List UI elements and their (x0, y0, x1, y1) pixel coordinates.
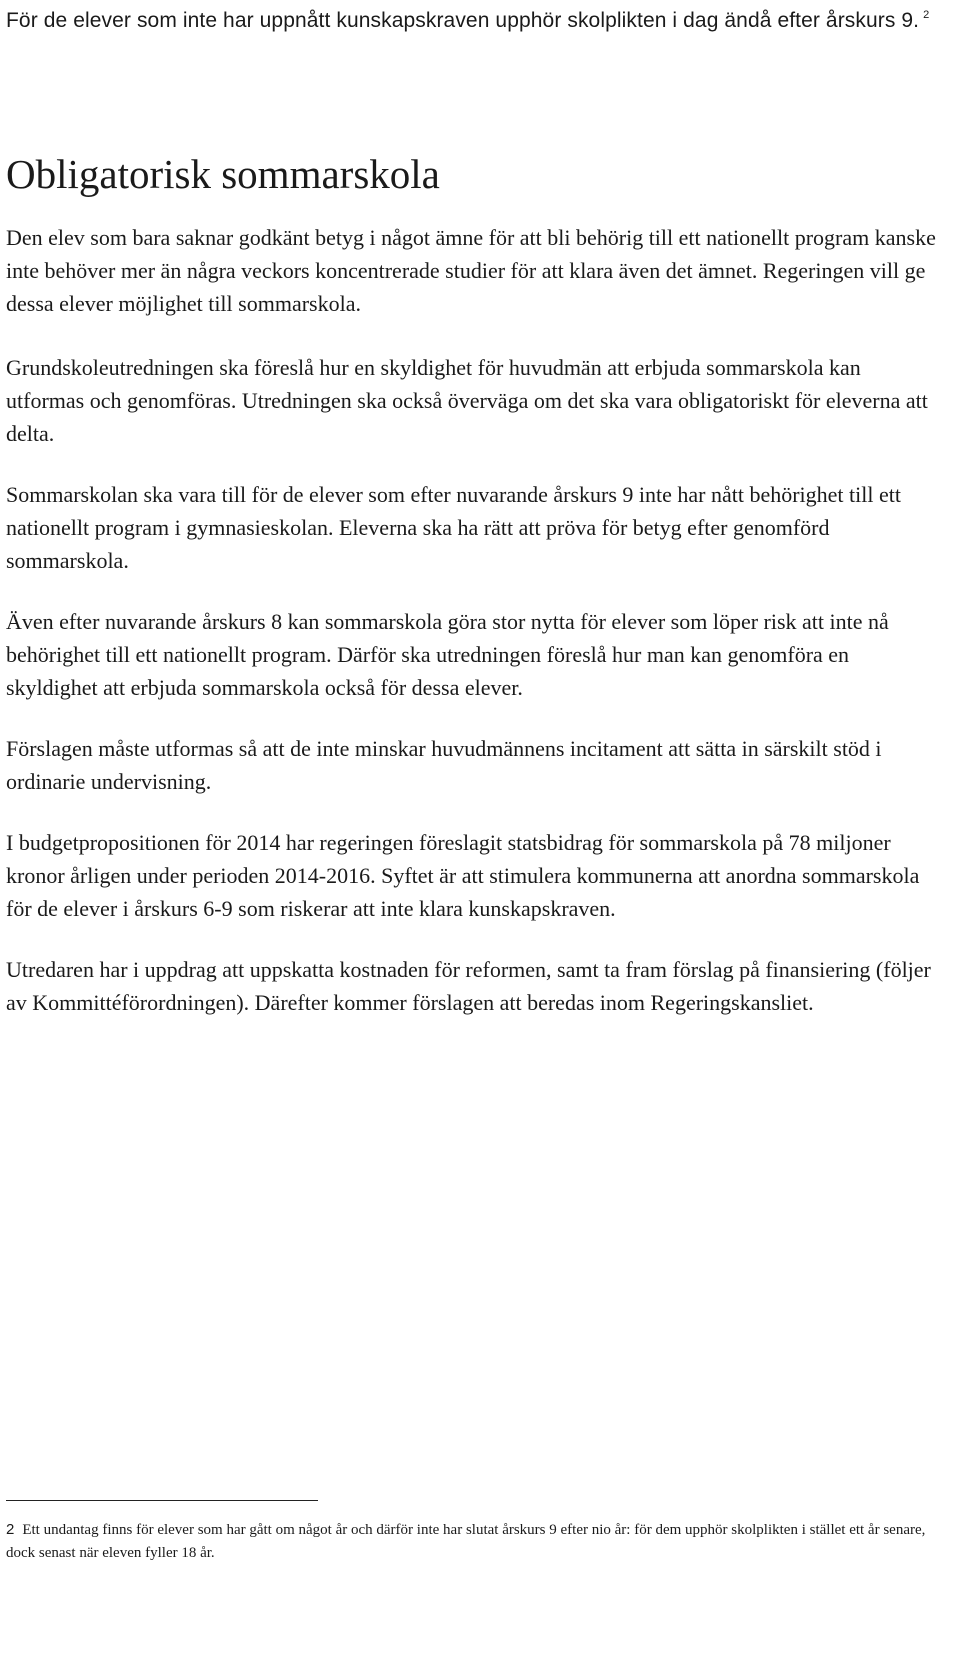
paragraph-7: Utredaren har i uppdrag att uppskatta kostnaden för reformen, samt ta fram förslag på finansiering (följer av Kommittéförordningen). Därefter kommer förslagen att beredas inom Regeringskansliet. (6, 957, 931, 1015)
paragraph-2: Grundskoleutredningen ska föreslå hur en skyldighet för huvudmän att erbjuda sommarskola kan utformas och genomföras. Utredningen ska också överväga om det ska vara obligatoriskt för eleverna att delta. (6, 355, 928, 446)
section-heading: Obligatorisk sommarskola (6, 151, 440, 197)
intro-paragraph (6, 0, 936, 36)
footnote-number: 2 (6, 1521, 15, 1538)
intro-text: För de elever som inte har uppnått kunskapskraven upphör skolplikten i dag ändå efter årskurs 9. (6, 9, 920, 32)
paragraph-6: I budgetpropositionen för 2014 har regeringen föreslagit statsbidrag för sommarskola på 78 miljoner kronor årligen under perioden 2014-2016. Syftet är att stimulera kommunerna att anordna sommarskola för de elever i årskurs 6-9 som riskerar att inte klara kunskapskraven. (6, 830, 920, 921)
footnote-divider (6, 1500, 318, 1501)
paragraph-5: Förslagen måste utformas så att de inte minskar huvudmännens incitament att sätta in särskilt stöd i ordinarie undervisning. (6, 736, 882, 794)
paragraph-3: Sommarskolan ska vara till för de elever som efter nuvarande årskurs 9 inte har nått behörighet till ett nationellt program i gymnasieskolan. Eleverna ska ha rätt att pröva för betyg efter genomförd sommarskola. (6, 482, 901, 573)
footnote (6, 1518, 936, 1565)
footnote-reference[interactable]: 2 (923, 9, 930, 21)
paragraph-1: Den elev som bara saknar godkänt betyg i något ämne för att bli behörig till ett nationellt program kanske inte behöver mer än några veckors koncentrerade studier för att klara även det ämnet. Regeringen vill ge dessa elever möjlighet till sommarskola. (6, 225, 936, 316)
document-page (6, 0, 936, 1019)
paragraph-4: Även efter nuvarande årskurs 8 kan sommarskola göra stor nytta för elever som löper risk att inte nå behörighet till ett nationellt program. Därför ska utredningen föreslå hur man kan genomföra en skyldighet att erbjuda sommarskola också för dessa elever. (6, 609, 889, 700)
footnote-text: Ett undantag finns för elever som har gått om något år och därför inte har slutat årskurs 9 efter nio år: för dem upphör skolplikten i stället ett år senare, dock senast när eleven fyller 18 år. (6, 1522, 926, 1561)
